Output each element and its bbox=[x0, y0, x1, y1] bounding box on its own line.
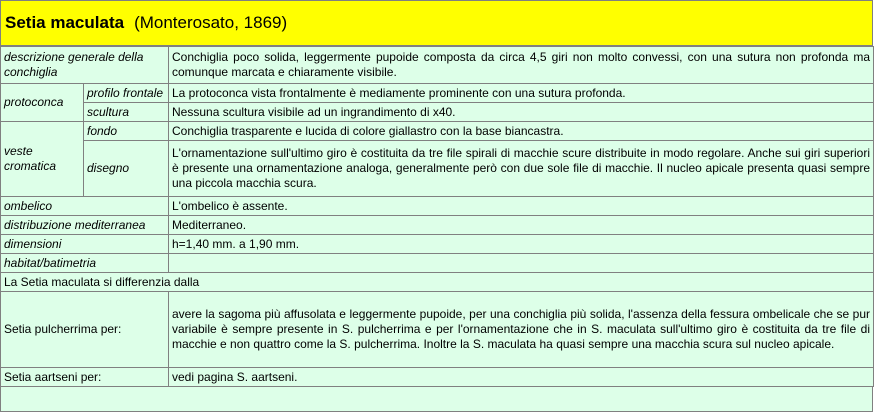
label-disegno: disegno bbox=[84, 141, 169, 197]
label-fondo: fondo bbox=[84, 122, 169, 141]
value-scultura: Nessuna scultura visibile ad un ingrandimento di x40. bbox=[169, 103, 874, 122]
row-ombelico bbox=[1, 197, 874, 216]
differences-intro: La Setia maculata si differenzia dalla bbox=[1, 273, 874, 292]
row-descrizione bbox=[1, 47, 874, 84]
row-protoconca-scultura bbox=[1, 103, 874, 122]
species-table bbox=[0, 46, 874, 387]
label-scultura: scultura bbox=[84, 103, 169, 122]
row-diff-aartseni bbox=[1, 368, 874, 387]
label-diff-pulcherrima: Setia pulcherrima per: bbox=[1, 292, 169, 368]
label-habitat: habitat/batimetria bbox=[1, 254, 169, 273]
label-ombelico: ombelico bbox=[1, 197, 169, 216]
value-profilo-frontale: La protoconca vista frontalmente è mediamente prominente con una sutura profonda. bbox=[169, 84, 874, 103]
label-dimensioni: dimensioni bbox=[1, 235, 169, 254]
value-diff-aartseni: vedi pagina S. aartseni. bbox=[169, 368, 874, 387]
label-diff-aartseni: Setia aartseni per: bbox=[1, 368, 169, 387]
row-protoconca-profilo bbox=[1, 84, 874, 103]
label-veste-cromatica: veste cromatica bbox=[1, 122, 84, 197]
value-distribuzione: Mediterraneo. bbox=[169, 216, 874, 235]
value-fondo: Conchiglia trasparente e lucida di colore giallastro con la base biancastra. bbox=[169, 122, 874, 141]
value-ombelico: L'ombelico è assente. bbox=[169, 197, 874, 216]
row-distribuzione bbox=[1, 216, 874, 235]
label-protoconca: protoconca bbox=[1, 84, 84, 122]
row-veste-disegno bbox=[1, 141, 874, 197]
row-habitat bbox=[1, 254, 874, 273]
value-diff-pulcherrima: avere la sagoma più affusolata e leggermente pupoide, per una conchiglia più solida, l'assenza della fessura ombelicale che se pur variabile è sempre presente in S. pulcherrima e per l'ornamentazione che in S. maculata sull'ultimo giro è costituita da tre file di macchie e non quattro come la S. pulcherrima. Inoltre la S. maculata ha quasi sempre una macchia scura sul nucleo apicale. bbox=[169, 292, 874, 368]
species-header bbox=[1, 1, 872, 46]
value-dimensioni: h=1,40 mm. a 1,90 mm. bbox=[169, 235, 874, 254]
species-name: Setia maculata bbox=[5, 13, 125, 32]
row-dimensioni bbox=[1, 235, 874, 254]
species-author: (Monterosato, 1869) bbox=[134, 13, 288, 32]
value-disegno: L'ornamentazione sull'ultimo giro è costituita da tre file spirali di macchie scure distribuite in modo regolare. Anche sui giri superiori è presente una ornamentazione analoga, generalmente però con due sole file di macchie. Il nucleo apicale presenta quasi sempre una piccola macchia scura. bbox=[169, 141, 874, 197]
row-veste-fondo bbox=[1, 122, 874, 141]
row-differences-intro bbox=[1, 273, 874, 292]
label-profilo-frontale: profilo frontale bbox=[84, 84, 169, 103]
row-diff-pulcherrima bbox=[1, 292, 874, 368]
label-descrizione: descrizione generale della conchiglia bbox=[1, 47, 169, 84]
value-habitat bbox=[169, 254, 874, 273]
label-distribuzione: distribuzione mediterranea bbox=[1, 216, 169, 235]
value-descrizione: Conchiglia poco solida, leggermente pupoide composta da circa 4,5 giri non molto convessi, con una sutura non profonda ma comunque marcata e chiaramente visibile. bbox=[169, 47, 874, 84]
